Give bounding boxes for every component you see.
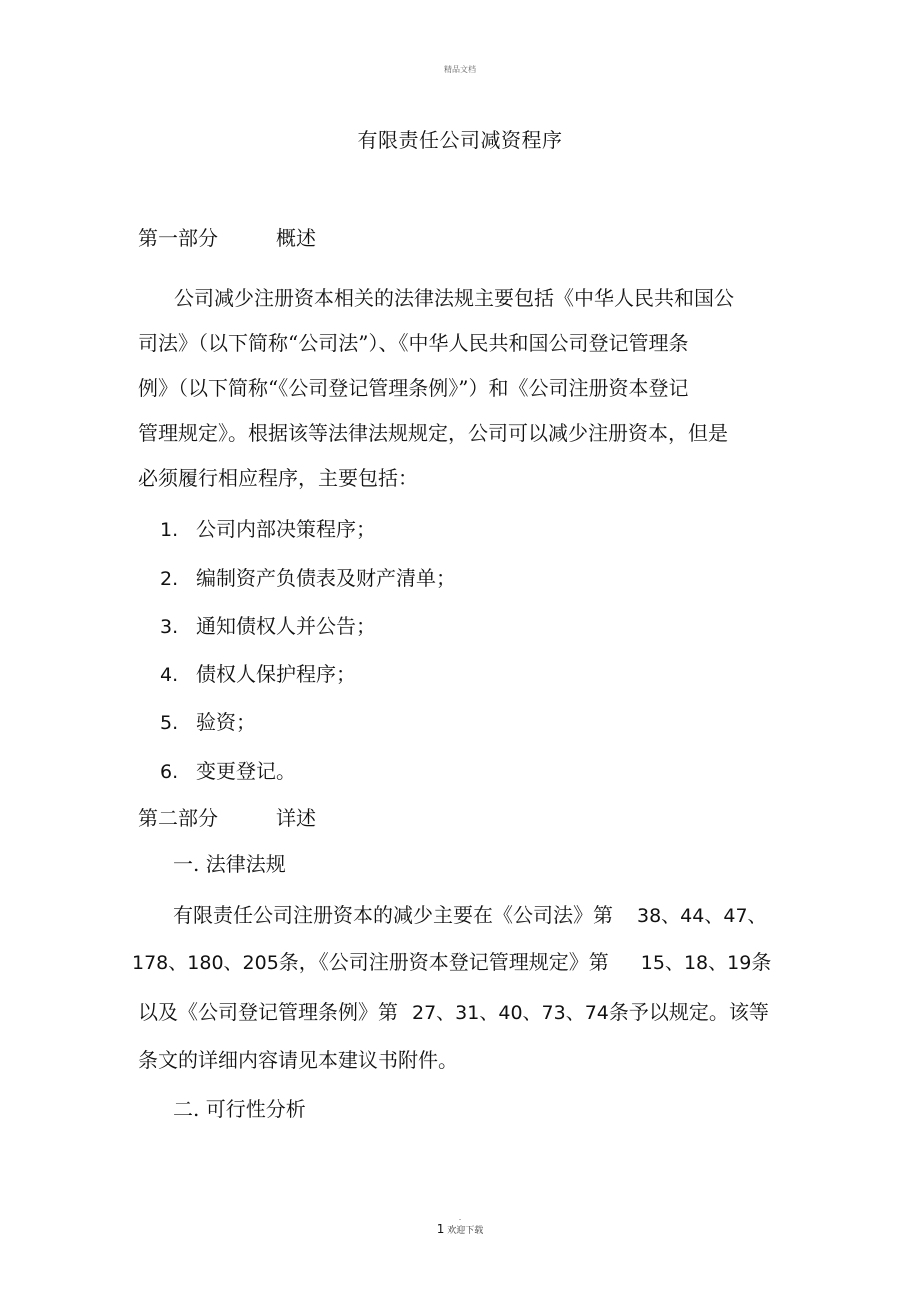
- step-item: [160, 658, 356, 687]
- part-two-label: 第二部分: [138, 806, 218, 830]
- page-footer: [0, 1213, 920, 1236]
- step-number: 2.: [160, 568, 179, 590]
- overview-paragraph: [138, 276, 734, 501]
- overview-line: 必须履行相应程序，主要包括：: [138, 466, 418, 490]
- step-item: [160, 562, 456, 591]
- overview-line: 管理规定》。根据该等法律法规规定，公司可以减少注册资本，但是: [138, 421, 728, 445]
- section-two-heading: 二. 可行性分析: [173, 1097, 306, 1121]
- law-line-2-text: 条，《公司注册资本登记管理规定》第: [278, 950, 609, 974]
- part-two-heading: [138, 802, 316, 831]
- step-number: 4.: [160, 664, 179, 686]
- step-number: 5.: [160, 712, 179, 734]
- law-line-3-text: 以及《公司登记管理条例》第: [138, 1000, 398, 1024]
- overview-line: 司法》（以下简称“公司法”）、《中华人民共和国公司登记管理条: [138, 331, 689, 355]
- step-text: 验资；: [196, 710, 256, 734]
- part-two-title: 详述: [276, 806, 316, 830]
- law-line-3: [138, 996, 769, 1025]
- law-line-4: 条文的详细内容请见本建议书附件。: [138, 1048, 458, 1072]
- part-one-label: 第一部分: [138, 226, 218, 250]
- step-text: 编制资产负债表及财产清单；: [196, 566, 456, 590]
- document-title: 有限责任公司减资程序: [357, 128, 563, 152]
- footer-dot: .: [458, 1213, 462, 1222]
- law-line-1-articles: 38、44、47、: [637, 905, 767, 927]
- overview-line: 公司减少注册资本相关的法律法规主要包括《中华人民共和国公: [174, 286, 734, 310]
- header-note: 精品文档: [444, 65, 476, 74]
- part-one-heading: [138, 222, 316, 251]
- law-line-3-articles: 27、31、40、73、74: [412, 1002, 609, 1024]
- footer-note: 欢迎下载: [447, 1226, 484, 1236]
- law-line-2-suffix: 条: [751, 950, 772, 974]
- step-item: [160, 755, 296, 784]
- step-number: 1.: [160, 519, 179, 541]
- step-text: 变更登记。: [196, 759, 296, 783]
- step-text: 通知债权人并公告；: [196, 614, 376, 638]
- section-one-heading: 一. 法律法规: [173, 852, 286, 876]
- law-line-2: [132, 946, 771, 975]
- law-line-1-text: 有限责任公司注册资本的减少主要在《公司法》第: [173, 903, 613, 927]
- step-item: [160, 610, 376, 639]
- law-line-2-articles: 178、180、205: [132, 952, 279, 974]
- step-item: [160, 706, 256, 735]
- law-line-3-suffix: 条予以规定。该等: [608, 1000, 769, 1024]
- page-number: 1: [436, 1222, 445, 1236]
- step-text: 债权人保护程序；: [196, 662, 356, 686]
- overview-line: 例》（以下简称“《公司登记管理条例》”）和《公司注册资本登记: [138, 376, 689, 400]
- law-line-2-articles-b: 15、18、19: [640, 952, 752, 974]
- step-number: 3.: [160, 616, 179, 638]
- step-item: [160, 513, 376, 542]
- step-text: 公司内部决策程序；: [196, 517, 376, 541]
- law-line-1: [173, 899, 767, 928]
- step-number: 6.: [160, 761, 179, 783]
- part-one-title: 概述: [276, 226, 316, 250]
